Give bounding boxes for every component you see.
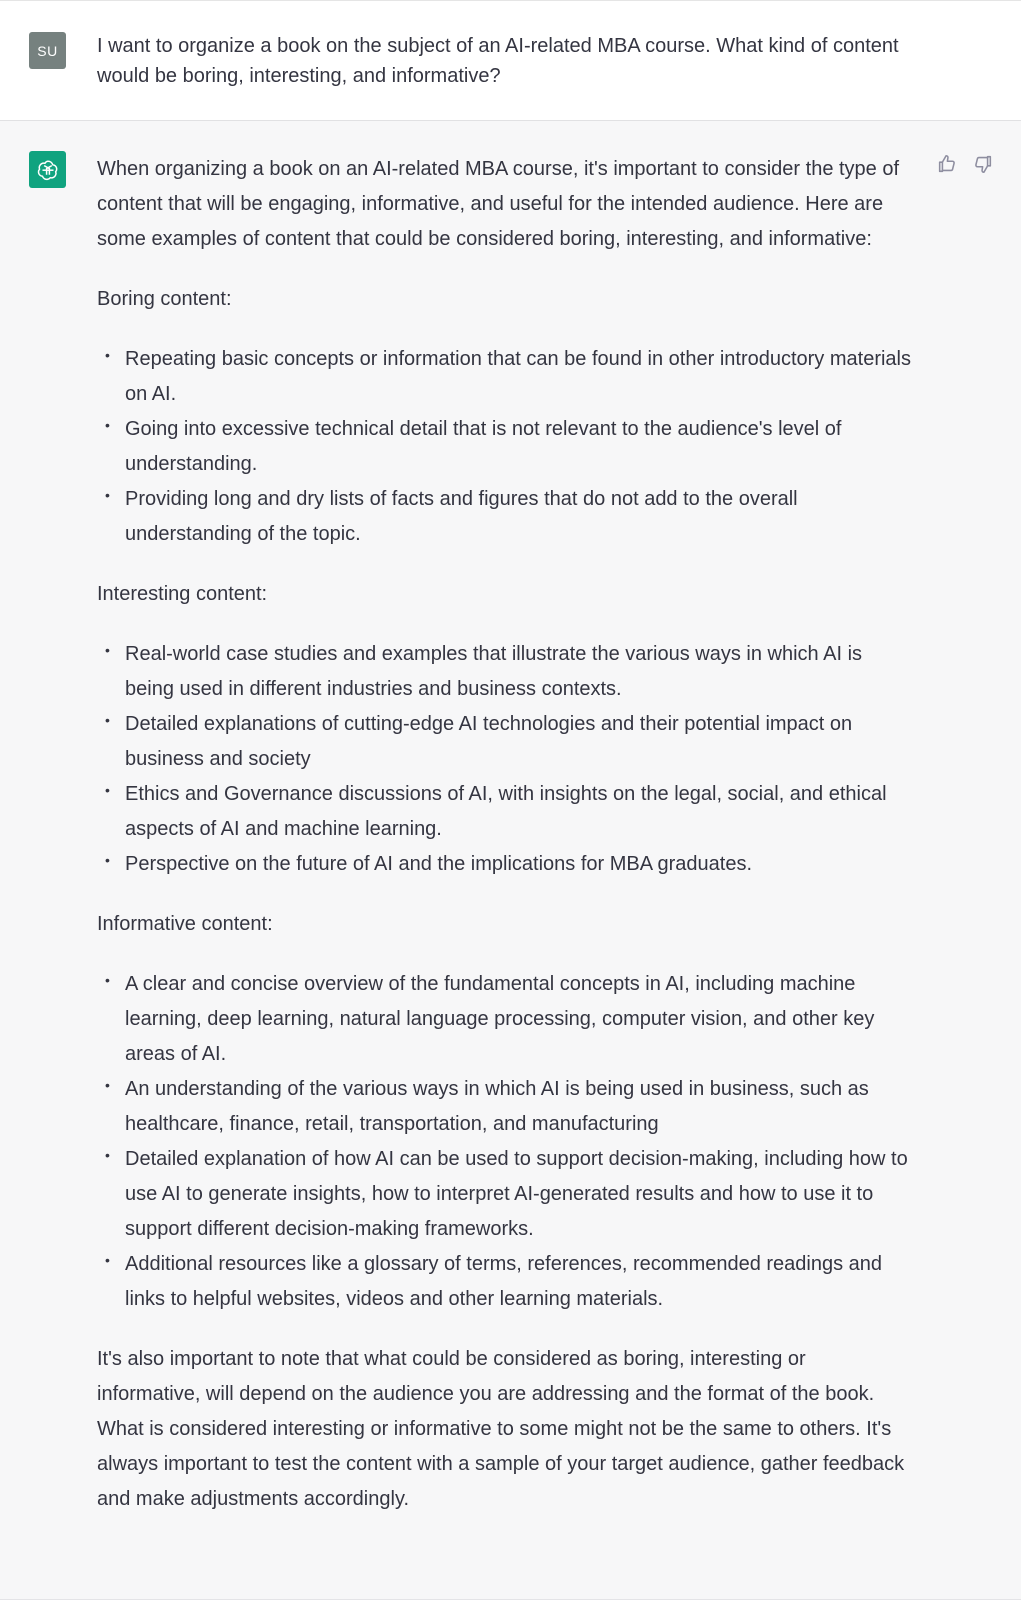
list-item: • Additional resources like a glossary of terms, references, recommended readings and links to helpful websites, videos and other learning materials. (97, 1247, 912, 1317)
section-heading-interesting: Interesting content: (97, 583, 268, 605)
list-item: • Going into excessive technical detail that is not relevant to the audience's level of understanding. (97, 412, 912, 482)
list-item: • Ethics and Governance discussions of AI, with insights on the legal, social, and ethical aspects of AI and machine learning. (97, 777, 912, 847)
thumbs-down-icon (972, 153, 994, 175)
thumbs-down-button[interactable] (972, 152, 996, 176)
assistant-closing: It's also important to note that what could be considered as boring, interesting or informative, will depend on the audience you are addressing and the format of the book. What is considered interesting or informative to some might not be the same to others. It's always important to test the content with a sample of your target audience, gather feedback and make adjustments accordingly. (97, 1348, 905, 1510)
user-message-text: I want to organize a book on the subject of an AI-related MBA course. What kind of content would be boring, interesting, and informative? (97, 35, 899, 87)
user-message (0, 0, 1021, 121)
thumbs-up-icon (936, 153, 958, 175)
section-heading-informative: Informative content: (97, 913, 273, 935)
feedback-controls (936, 152, 996, 176)
section-heading-boring: Boring content: (97, 288, 232, 310)
assistant-response (97, 152, 912, 1542)
assistant-intro: When organizing a book on an AI-related MBA course, it's important to consider the type of content that will be engaging, informative, and useful for the intended audience. Here are some examples of content that could be considered boring, interesting, and informative: (97, 158, 900, 250)
openai-logo-icon (36, 158, 60, 182)
list-item: • Repeating basic concepts or information that can be found in other introductory materials on AI. (97, 342, 912, 412)
assistant-avatar (29, 151, 66, 188)
list-item: • Real-world case studies and examples that illustrate the various ways in which AI is being used in different industries and business contexts. (97, 637, 912, 707)
assistant-message (0, 121, 1021, 1600)
interesting-content-list (97, 637, 912, 882)
list-item: • Providing long and dry lists of facts and figures that do not add to the overall understanding of the topic. (97, 482, 912, 552)
list-item: • Perspective on the future of AI and the implications for MBA graduates. (97, 847, 912, 882)
list-item: • An understanding of the various ways in which AI is being used in business, such as healthcare, finance, retail, transportation, and manufacturing (97, 1072, 912, 1142)
list-item: • Detailed explanation of how AI can be used to support decision-making, including how to use AI to generate insights, how to interpret AI-generated results and how to use it to support different decision-making frameworks. (97, 1142, 912, 1247)
boring-content-list (97, 342, 912, 552)
user-avatar: SU (29, 32, 66, 69)
informative-content-list (97, 967, 912, 1317)
list-item: • Detailed explanations of cutting-edge AI technologies and their potential impact on business and society (97, 707, 912, 777)
thumbs-up-button[interactable] (936, 152, 960, 176)
list-item: • A clear and concise overview of the fundamental concepts in AI, including machine learning, deep learning, natural language processing, computer vision, and other key areas of AI. (97, 967, 912, 1072)
